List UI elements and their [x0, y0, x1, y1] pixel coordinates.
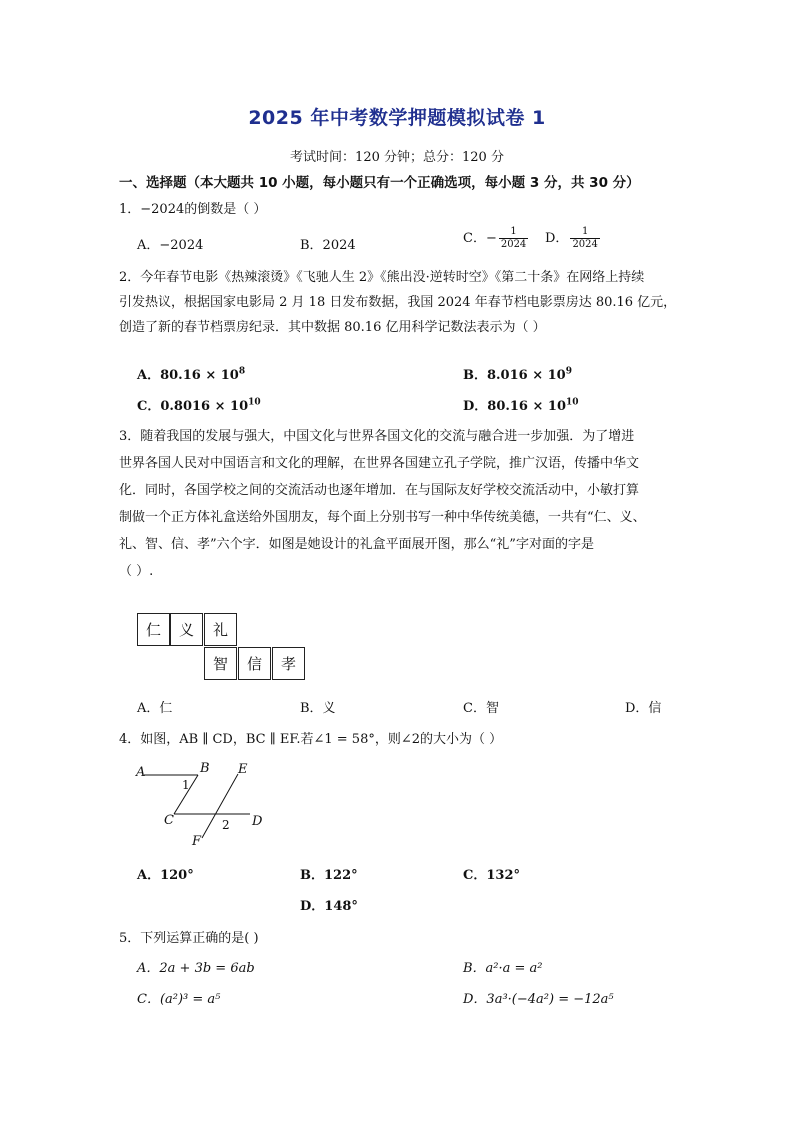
q3-line: 世界各国人民对中国语言和文化的理解，在世界各国建立孔子学院，推广汉语，传播中华文 [119, 456, 640, 471]
q1-option-c-fraction [499, 226, 528, 251]
net-cell: 孝 [272, 647, 305, 680]
q5-option-b: B．a²·a = a² [463, 961, 543, 976]
q1-c-numerator: 1 [499, 226, 528, 239]
q3-option-a: A．仁 [137, 701, 173, 716]
q4-stem: 4．如图，AB ∥ CD，BC ∥ EF.若∠1 = 58°，则∠2的大小为（ ） [119, 732, 503, 747]
parallel-lines-figure [130, 758, 275, 850]
q4-option-a: A．120° [137, 868, 194, 883]
net-cell: 智 [204, 647, 237, 680]
q5-stem: 5．下列运算正确的是( ) [119, 931, 259, 946]
angle-1-label: 1 [182, 778, 190, 792]
section-heading: 一、选择题（本大题共 10 小题，每小题只有一个正确选项，每小题 3 分，共 30 分） [119, 175, 640, 191]
q5-option-c: C．(a²)³ = a⁵ [137, 992, 221, 1007]
q4-option-d: D．148° [300, 899, 358, 914]
q2-option-c [137, 395, 261, 414]
q2-option-c-text: C．0.8016 × 10 [137, 399, 249, 414]
label-e: E [238, 762, 248, 777]
q2-option-d-text: D．80.16 × 10 [463, 399, 567, 414]
label-d: D [252, 814, 263, 829]
q2-option-c-exponent: 10 [248, 397, 261, 408]
q2-line: 2．今年春节电影《热辣滚烫》《飞驰人生 2》《熊出没·逆转时空》《第二十条》在网络上持续 [119, 270, 645, 285]
label-b: B [200, 761, 210, 776]
label-f: F [192, 834, 202, 849]
net-cell: 仁 [137, 613, 170, 646]
q2-option-d-exponent: 10 [566, 397, 579, 408]
q3-stem [119, 423, 679, 585]
q2-option-a [137, 364, 245, 383]
line-ef [202, 774, 238, 838]
cube-net-figure [137, 613, 307, 681]
label-c: C [164, 813, 174, 828]
q1-option-c [463, 226, 530, 251]
page-title: 2025 年中考数学押题模拟试卷 1 [248, 107, 546, 129]
q3-line: 化．同时，各国学校之间的交流活动也逐年增加．在与国际友好学校交流活动中，小敏打算 [119, 483, 640, 498]
q2-option-b [463, 364, 572, 383]
q1-option-d-prefix: D． [545, 231, 569, 246]
label-a: A [136, 765, 146, 780]
exam-info: 考试时间：120 分钟；总分：120 分 [290, 150, 504, 165]
net-cell: 义 [170, 613, 203, 646]
q1-option-c-prefix: C．− [463, 231, 497, 246]
q1-option-b: B．2024 [300, 238, 356, 253]
q1-option-d-fraction [570, 226, 599, 251]
net-cell: 礼 [204, 613, 237, 646]
q3-line: （ ）. [119, 564, 154, 579]
q1-option-a: A．−2024 [137, 238, 204, 253]
q1-c-denominator: 2024 [500, 239, 527, 250]
q2-option-b-text: B．8.016 × 10 [463, 368, 566, 383]
q3-option-d: D．信 [625, 701, 662, 716]
q4-option-c: C．132° [463, 868, 520, 883]
q2-line: 引发热议，根据国家电影局 2 月 18 日发布数据，我国 2024 年春节档电影票房达 80.16 亿元， [119, 295, 677, 310]
q3-option-c: C．智 [463, 701, 499, 716]
angle-2-label: 2 [222, 818, 230, 832]
q2-option-a-exponent: 8 [238, 366, 246, 377]
q1-option-d [545, 226, 602, 251]
q2-option-b-exponent: 9 [565, 366, 572, 377]
q1-d-denominator: 2024 [572, 239, 598, 250]
q3-line: 3．随着我国的发展与强大，中国文化与世界各国文化的交流与融合进一步加强．为了增进 [119, 429, 635, 444]
q2-option-d [463, 395, 579, 414]
q1-d-numerator: 1 [570, 226, 599, 239]
net-cell: 信 [238, 647, 271, 680]
q1-stem: 1．−2024的倒数是（ ） [119, 202, 267, 217]
q3-line: 礼、智、信、孝”六个字．如图是她设计的礼盒平面展开图，那么“礼”字对面的字是 [119, 537, 594, 552]
q2-line: 创造了新的春节档票房纪录．其中数据 80.16 亿用科学记数法表示为（ ） [119, 320, 546, 335]
q2-stem [119, 265, 679, 340]
q2-option-a-text: A．80.16 × 10 [137, 368, 239, 383]
q3-line: 制做一个正方体礼盒送给外国朋友，每个面上分别书写一种中华传统美德，一共有“仁、义、 [119, 510, 646, 525]
q5-option-d: D．3a³·(−4a²) = −12a⁵ [463, 992, 614, 1007]
q5-option-a: A．2a + 3b = 6ab [137, 961, 255, 976]
q3-option-b: B．义 [300, 701, 336, 716]
q4-option-b: B．122° [300, 868, 358, 883]
